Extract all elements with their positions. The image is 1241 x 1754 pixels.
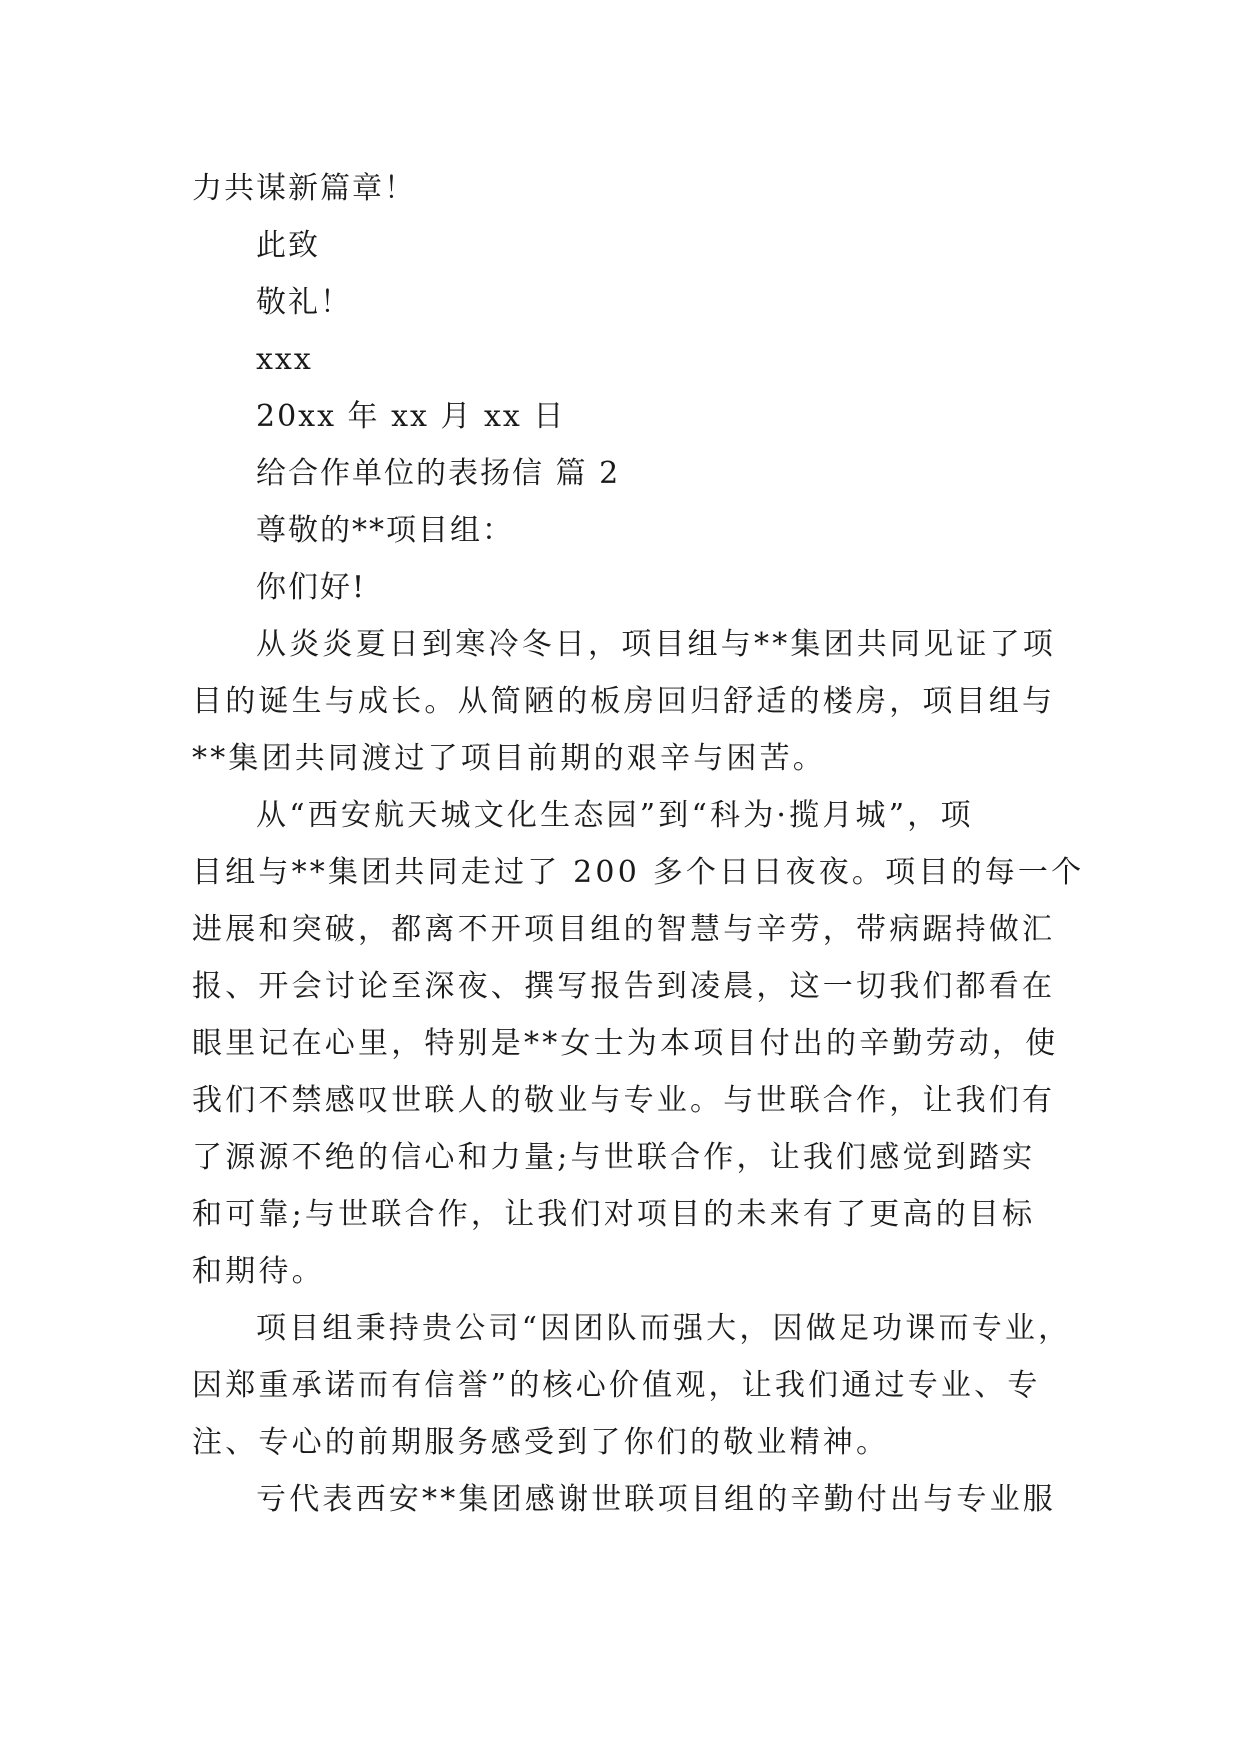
- paragraph-line: 和可靠;与世联合作，让我们对项目的未来有了更高的目标: [192, 1197, 1036, 1232]
- paragraph-line: 目的诞生与成长。从简陋的板房回归舒适的楼房，项目组与: [192, 684, 1056, 719]
- paragraph-line: 因郑重承诺而有信誉”的核心价值观，让我们通过专业、专: [192, 1368, 1041, 1403]
- paragraph-line: 目组与**集团共同走过了 200 多个日日夜夜。项目的每一个: [192, 855, 1085, 890]
- paragraph-line: **集团共同渡过了项目前期的艰辛与困苦。: [192, 741, 826, 776]
- paragraph-line: 和期待。: [192, 1254, 325, 1289]
- paragraph-1: [192, 616, 1056, 787]
- paragraph-4: [192, 1471, 1056, 1528]
- letter-date: 20xx 年 xx 月 xx 日: [256, 399, 566, 434]
- greeting: 你们好!: [256, 570, 367, 605]
- opening-fragment: 力共谋新篇章！: [192, 171, 416, 206]
- paragraph-line: 从炎炎夏日到寒冷冬日，项目组与**集团共同见证了项: [256, 627, 1056, 662]
- paragraph-line: 眼里记在心里，特别是**女士为本项目付出的辛勤劳动，使: [192, 1026, 1059, 1061]
- signature: xxx: [256, 342, 313, 377]
- paragraph-line: 我们不禁感叹世联人的敬业与专业。与世联合作，让我们有: [192, 1083, 1056, 1118]
- closing-salutation-2: 敬礼！: [256, 285, 352, 320]
- paragraph-3: [192, 1300, 1072, 1471]
- addressee: 尊敬的**项目组：: [256, 513, 514, 548]
- closing-salutation-1: 此致: [256, 228, 320, 263]
- document-page: [192, 160, 1085, 1528]
- paragraph-line: 进展和突破，都离不开项目组的智慧与辛劳，带病踞持做汇: [192, 912, 1056, 947]
- paragraph-line: 注、专心的前期服务感受到了你们的敬业精神。: [192, 1425, 890, 1460]
- paragraph-line: 项目组秉持贵公司“因团队而强大，因做足功课而专业，: [256, 1311, 1072, 1346]
- paragraph-line: 亏代表西安**集团感谢世联项目组的辛勤付出与专业服: [256, 1482, 1056, 1517]
- paragraph-line: 报、开会讨论至深夜、撰写报告到凌晨，这一切我们都看在: [192, 969, 1056, 1004]
- section-title: 给合作单位的表扬信 篇 2: [256, 456, 621, 491]
- paragraph-line: 从“西安航天城文化生态园”到“科为·揽月城”，项: [256, 798, 974, 833]
- paragraph-line: 了源源不绝的信心和力量;与世联合作，让我们感觉到踏实: [192, 1140, 1036, 1175]
- paragraph-2: [192, 787, 1085, 1300]
